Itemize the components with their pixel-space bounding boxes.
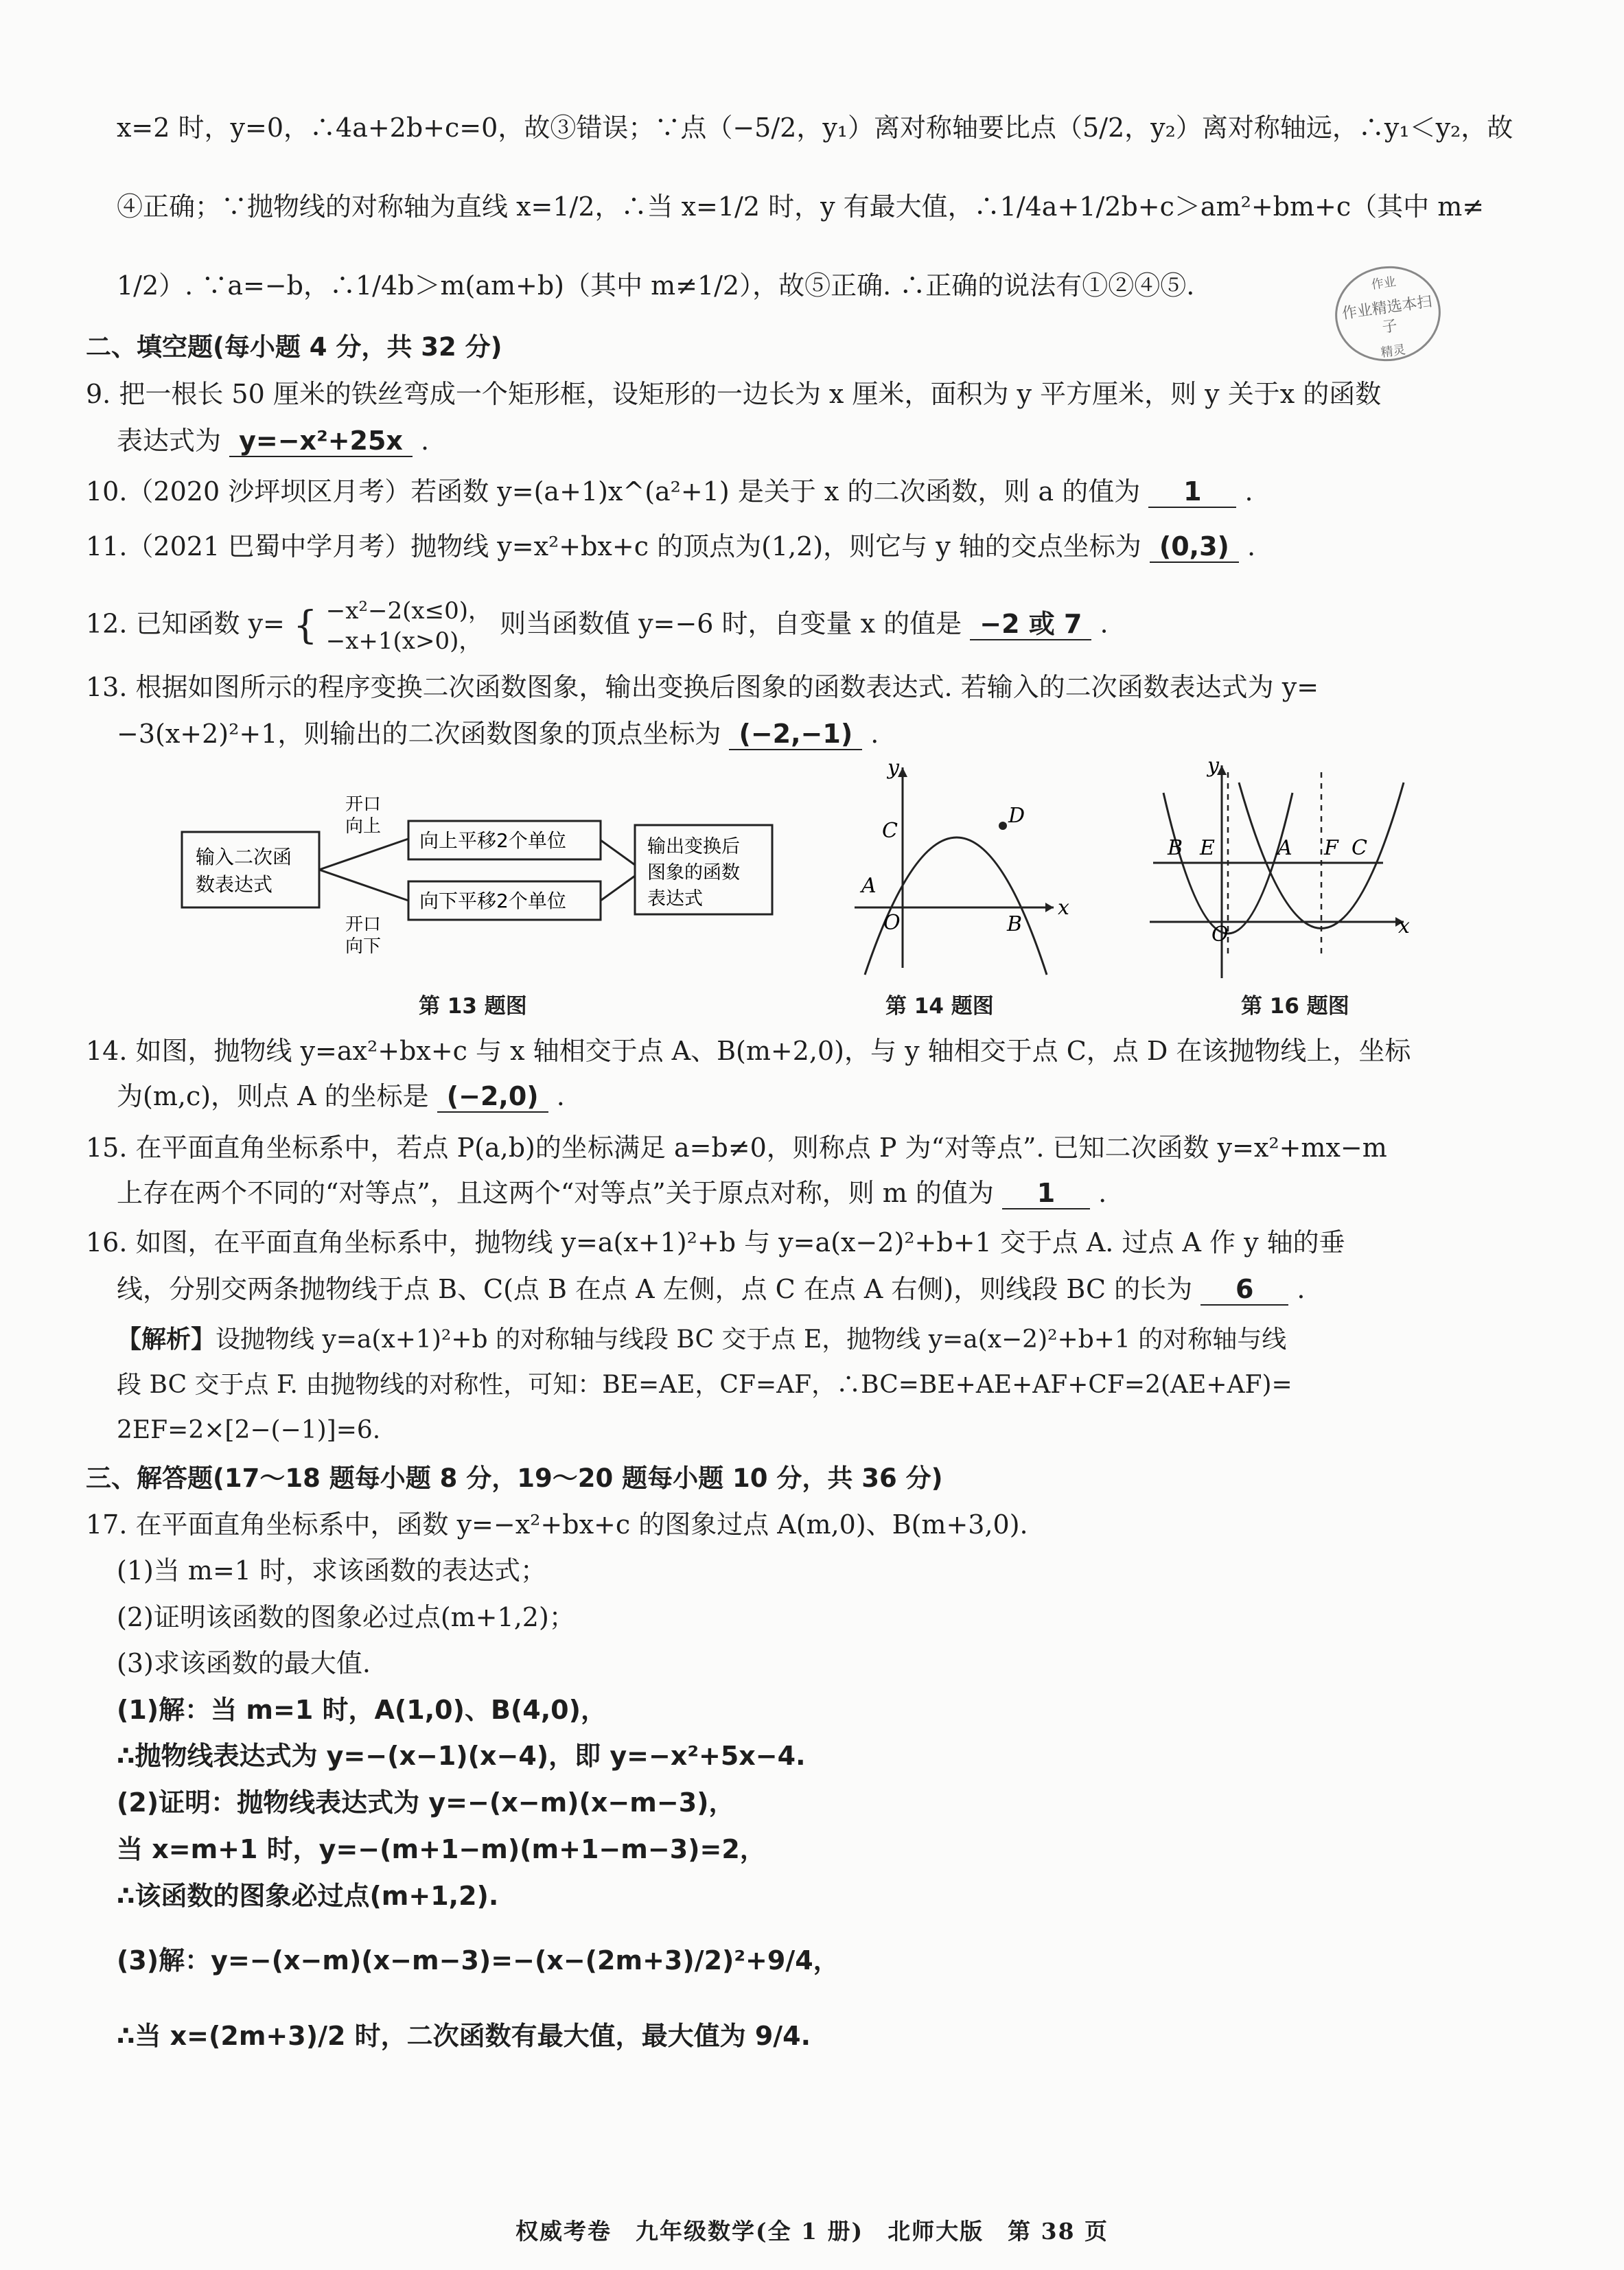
continuation-line-1: x=2 时，y=0，∴4a+2b+c=0，故③错误；∵点（−5/2，y₁）离对称轴要比点（5/2，y₂）离对称轴远，∴y₁＜y₂，故 [117, 113, 1513, 143]
q11-period: . [1247, 531, 1256, 561]
q12-brace: { [293, 603, 318, 648]
q17-part-2: (2)证明该函数的图象必过点(m+1,2)； [117, 1602, 575, 1632]
fig14-D: D [1008, 804, 1025, 828]
fig16-C: C [1352, 836, 1367, 860]
q9-line-1: 9. 把一根长 50 厘米的铁丝弯成一个矩形框，设矩形的一边长为 x 厘米，面积为 y 平方厘米，则 y 关于x 的函数 [86, 379, 1382, 409]
analysis-text-1: 设抛物线 y=a(x+1)²+b 的对称轴与线段 BC 交于点 E，抛物线 y=a(x−2)²+b+1 的对称轴与线 [216, 1325, 1287, 1354]
q17-part-3: (3)求该函数的最大值. [117, 1648, 371, 1678]
analysis-tag: 【解析】 [117, 1325, 216, 1354]
q13-line-2 [0, 716, 1624, 752]
q14-answer: (−2,0) [437, 1081, 548, 1113]
fig13-input-2: 数表达式 [196, 873, 273, 896]
q12-case-1: −x²−2(x≤0)， [325, 597, 491, 625]
q14-line-1: 14. 如图，抛物线 y=ax²+bx+c 与 x 轴相交于点 A、B(m+2,0)，与 y 轴相交于点 C，点 D 在该抛物线上，坐标 [86, 1036, 1411, 1066]
fig13-up-label-2: 向上 [345, 816, 382, 837]
q13-line-1: 13. 根据如图所示的程序变换二次函数图象，输出变换后图象的函数表达式. 若输入的二次函数表达式为 y= [86, 672, 1319, 702]
q17-solution-7: ∴当 x=(2m+3)/2 时，二次函数有最大值，最大值为 9/4. [117, 2021, 811, 2051]
fig14-O: O [883, 911, 901, 935]
stamp-top: 作业 [1370, 275, 1397, 292]
fig13-down-label-1: 开口 [345, 914, 382, 935]
fig14-y: y [888, 756, 899, 780]
q12-mid: 则当函数值 y=−6 时，自变量 x 的值是 [500, 608, 962, 639]
q16-line-1: 16. 如图，在平面直角坐标系中，抛物线 y=a(x+1)²+b 与 y=a(x−2)²+b+1 交于点 A. 过点 A 作 y 轴的垂 [86, 1227, 1345, 1258]
continuation-line-3: 1/2）. ∵a=−b，∴1/4b＞m(am+b)（其中 m≠1/2），故⑤正确. ∴正确的说法有①②④⑤. [117, 270, 1195, 301]
q16-line-2 [0, 1271, 1624, 1307]
flowchart [175, 789, 793, 968]
q12-line [0, 596, 1624, 656]
q11-answer: (0,3) [1150, 531, 1239, 563]
fig16-F: F [1324, 836, 1338, 860]
continuation-line-2: ④正确；∵抛物线的对称轴为直线 x=1/2，∴当 x=1/2 时，y 有最大值，∴1/4a+1/2b+c＞am²+bm+c（其中 m≠ [117, 192, 1485, 222]
q15-line-1: 15. 在平面直角坐标系中，若点 P(a,b)的坐标满足 a=b≠0，则称点 P 为“对等点”. 已知二次函数 y=x²+mx−m [86, 1133, 1387, 1163]
page-footer: 权威考卷 九年级数学(全 1 册) 北师大版 第 38 页 [515, 2218, 1109, 2245]
q16-analysis-3: 2EF=2×[2−(−1)]=6. [117, 1416, 381, 1444]
q12-answer: −2 或 7 [970, 609, 1091, 640]
q16-text: 线，分别交两条抛物线于点 B、C(点 B 在点 A 左侧，点 C 在点 A 右侧)，则线段 BC 的长为 [117, 1274, 1193, 1304]
q12-period: . [1100, 608, 1109, 639]
fig14-caption: 第 14 题图 [885, 994, 994, 1019]
stamp-bottom: 精灵 [1380, 343, 1407, 360]
figure-13 [175, 789, 793, 968]
fig13-caption: 第 13 题图 [419, 994, 527, 1019]
q17-solution-6: (3)解：y=−(x−m)(x−m−3)=−(x−(2m+3)/2)²+9/4， [117, 1945, 839, 1976]
q10-answer: 1 [1148, 476, 1236, 508]
q11-line [0, 529, 1624, 564]
fig16-E: E [1200, 836, 1215, 860]
q9-line-2 [0, 423, 1624, 459]
q9-answer: y=−x²+25x [229, 426, 413, 457]
fig16-y: y [1207, 754, 1219, 778]
q16-period: . [1297, 1274, 1306, 1304]
q15-answer: 1 [1002, 1178, 1090, 1209]
fig14-A: A [861, 874, 877, 898]
fig13-down-label-2: 向下 [345, 936, 382, 957]
q14-text: 为(m,c)，则点 A 的坐标是 [117, 1081, 429, 1111]
q10-text: 10.（2020 沙坪坝区月考）若函数 y=(a+1)x^(a²+1) 是关于 x 的二次函数，则 a 的值为 [86, 476, 1141, 507]
fig16-x: x [1398, 914, 1410, 938]
q17-solution-1: (1)解：当 m=1 时，A(1,0)、B(4,0)， [117, 1695, 607, 1725]
q13-answer: (−2,−1) [729, 719, 862, 750]
q12-text: 12. 已知函数 y= [86, 608, 285, 639]
q17-solution-4: 当 x=m+1 时，y=−(m+1−m)(m+1−m−3)=2， [117, 1834, 766, 1864]
q15-period: . [1098, 1178, 1107, 1208]
fig13-up-box: 向上平移2个单位 [419, 829, 566, 852]
fig14-B: B [1007, 912, 1023, 936]
q16-analysis-2: 段 BC 交于点 F. 由抛物线的对称性，可知：BE=AE，CF=AF，∴BC=BE+AE+AF+CF=2(AE+AF)= [117, 1371, 1292, 1399]
stamp-middle: 作业精选本扫子 [1341, 293, 1433, 337]
q17-solution-2: ∴抛物线表达式为 y=−(x−1)(x−4)，即 y=−x²+5x−4. [117, 1741, 806, 1771]
q13-text: −3(x+2)²+1，则输出的二次函数图象的顶点坐标为 [117, 719, 721, 749]
section-3-title: 三、解答题(17～18 题每小题 8 分，19～20 题每小题 10 分，共 36 分) [86, 1463, 943, 1493]
fig16-caption: 第 16 题图 [1241, 994, 1349, 1019]
q17-solution-5: ∴该函数的图象必过点(m+1,2). [117, 1881, 499, 1911]
fig13-output-1: 输出变换后 [647, 836, 740, 857]
q10-period: . [1244, 476, 1253, 507]
q16-analysis-1 [0, 1322, 1624, 1358]
q10-line [0, 474, 1624, 509]
q9-prefix: 表达式为 [117, 426, 222, 456]
fig13-input-1: 输入二次函 [196, 846, 292, 868]
q9-period: . [421, 426, 430, 456]
q13-period: . [870, 719, 879, 749]
q15-text: 上存在两个不同的“对等点”，且这两个“对等点”关于原点对称，则 m 的值为 [117, 1178, 994, 1208]
q17-part-1: (1)当 m=1 时，求该函数的表达式； [117, 1555, 547, 1586]
q16-answer: 6 [1200, 1274, 1288, 1306]
q17-solution-3: (2)证明：抛物线表达式为 y=−(x−m)(x−m−3)， [117, 1787, 735, 1818]
fig16-O: O [1211, 923, 1229, 947]
fig13-output-2: 图象的函数 [647, 862, 740, 883]
q17-stem: 17. 在平面直角坐标系中，函数 y=−x²+bx+c 的图象过点 A(m,0)、B(m+3,0). [86, 1509, 1028, 1540]
fig13-up-label-1: 开口 [345, 794, 382, 815]
fig13-output-3: 表达式 [647, 888, 703, 910]
fig14-x: x [1058, 896, 1069, 920]
q12-cases [326, 596, 491, 656]
q15-line-2 [0, 1175, 1624, 1211]
figure-16 [1143, 752, 1417, 985]
figure-14 [848, 755, 1095, 982]
fig16-B: B [1168, 836, 1183, 860]
q14-period: . [556, 1081, 565, 1111]
fig14-C: C [882, 819, 898, 843]
fig13-down-box: 向下平移2个单位 [419, 890, 566, 912]
section-2-title: 二、填空题(每小题 4 分，共 32 分) [86, 332, 502, 362]
q14-line-2 [0, 1078, 1624, 1114]
q11-text: 11.（2021 巴蜀中学月考）抛物线 y=x²+bx+c 的顶点为(1,2)，则它与 y 轴的交点坐标为 [86, 531, 1141, 561]
q12-case-2: −x+1(x>0)， [325, 627, 483, 655]
fig16-A: A [1277, 836, 1292, 860]
